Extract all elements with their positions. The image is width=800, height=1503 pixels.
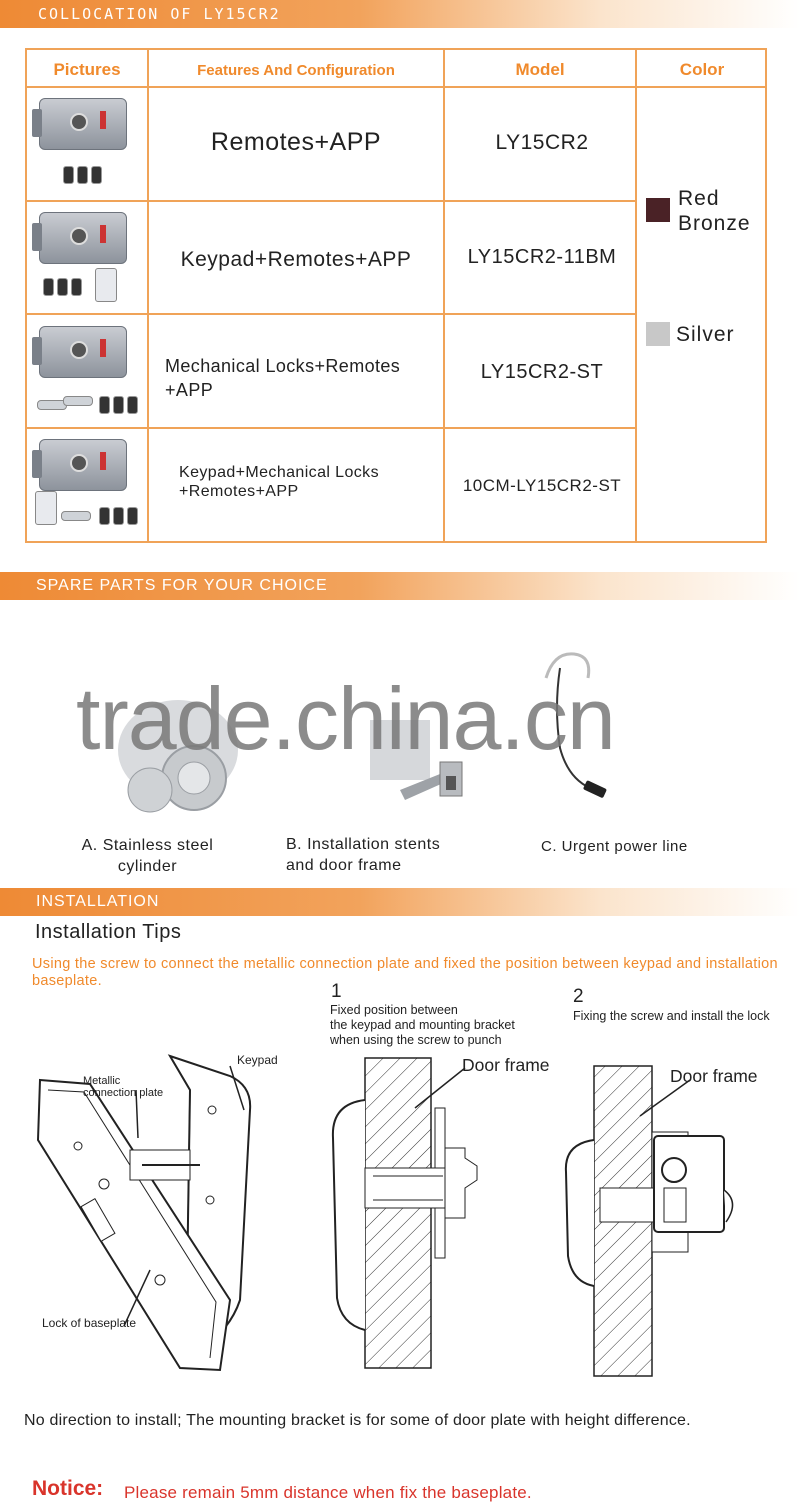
section-title: COLLOCATION OF LY15CR2	[38, 5, 281, 23]
model-text: LY15CR2-11BM	[467, 246, 617, 268]
header-pictures: Pictures	[53, 60, 121, 79]
notice-text: Please remain 5mm distance when fix the baseplate.	[124, 1483, 532, 1502]
step-2-number: 2	[573, 986, 584, 1007]
step-2-door-diagram	[560, 1060, 760, 1380]
spare-part-label-a: A. Stainless steel cylinder	[81, 837, 214, 875]
header-color: Color	[679, 60, 725, 79]
installation-footnote: No direction to install; The mounting bracket is for some of door plate with height difference.	[24, 1412, 691, 1429]
watermark: trade.china.cn	[76, 669, 615, 768]
color-label-red-bronze: Red Bronze	[678, 187, 751, 235]
header-features: Features And Configuration	[197, 62, 395, 79]
step-1-door-diagram	[325, 1048, 495, 1378]
feature-text: Remotes+APP	[210, 128, 382, 156]
color-label-silver: Silver	[676, 323, 735, 346]
step-2-description: Fixing the screw and install the lock	[573, 1009, 770, 1023]
label-metallic-connection-plate: Metallic connection plate	[83, 1075, 164, 1099]
section-banner-collocation	[0, 0, 800, 28]
model-text: LY15CR2	[495, 131, 589, 154]
feature-text: Keypad+Mechanical Locks +Remotes+APP	[179, 464, 379, 500]
color-swatch-red-bronze	[646, 198, 670, 222]
product-image-mechanical-remotes-app	[33, 320, 145, 420]
installation-tips-title: Installation Tips	[35, 921, 182, 943]
product-image-keypad-remotes-app	[33, 206, 145, 306]
collocation-table	[25, 48, 767, 543]
section-banner-installation	[0, 888, 800, 916]
installation-tip-text: Using the screw to connect the metallic connection plate and fixed the position between keypad and installation baseplate.	[32, 956, 778, 989]
feature-text: Keypad+Remotes+APP	[180, 248, 412, 271]
product-image-keypad-mechanical-remotes-app	[33, 433, 145, 533]
label-keypad: Keypad	[237, 1053, 278, 1067]
product-image-remotes-app	[33, 92, 145, 192]
keypad-baseplate-diagram	[30, 1050, 280, 1380]
header-model: Model	[515, 60, 565, 79]
section-title: INSTALLATION	[36, 893, 160, 910]
spare-part-label-b: B. Installation stents and door frame	[286, 836, 441, 874]
feature-text: Mechanical Locks+Remotes +APP	[165, 356, 401, 400]
spare-part-label-c: C. Urgent power line	[541, 838, 688, 855]
color-swatch-silver	[646, 322, 670, 346]
model-text: LY15CR2-ST	[480, 361, 604, 383]
step-1-number: 1	[331, 981, 342, 1002]
label-lock-of-baseplate: Lock of baseplate	[42, 1316, 137, 1330]
section-title: SPARE PARTS FOR YOUR CHOICE	[36, 577, 328, 594]
section-banner-spare-parts	[0, 572, 800, 600]
notice-title: Notice:	[32, 1477, 104, 1500]
step-1-description: Fixed position between the keypad and mounting bracket when using the screw to punch	[330, 1003, 515, 1047]
model-text: 10CM-LY15CR2-ST	[462, 476, 622, 495]
label-door-frame-2: Door frame	[670, 1066, 758, 1086]
label-door-frame-1: Door frame	[462, 1055, 550, 1075]
